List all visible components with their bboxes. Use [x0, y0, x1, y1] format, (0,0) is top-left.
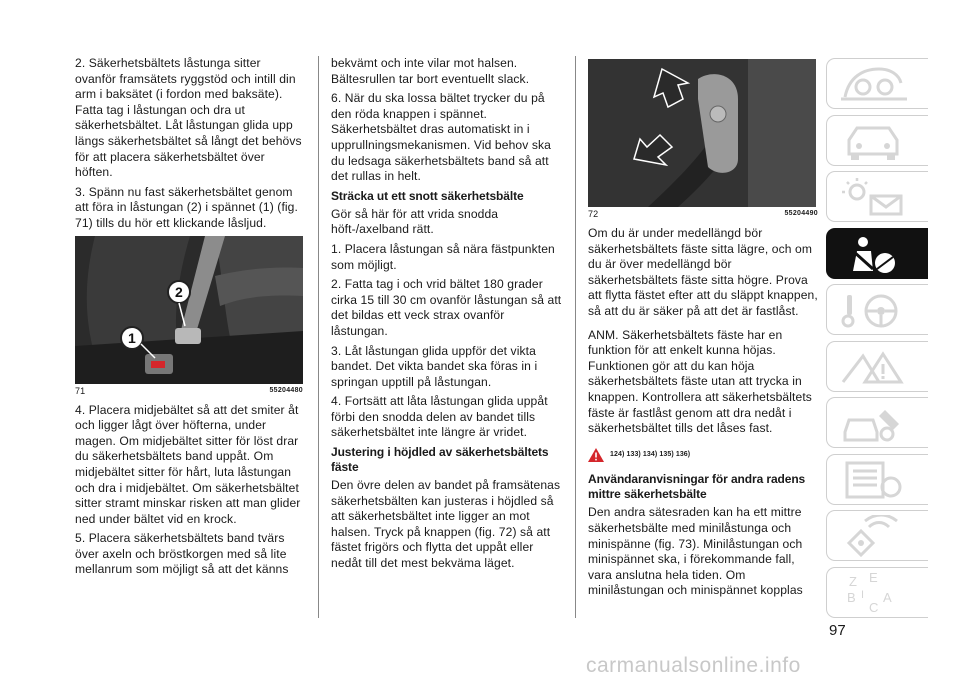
svg-text:A: A [883, 589, 892, 605]
warning-lights-icon [839, 176, 909, 218]
tab-dashboard[interactable] [826, 58, 928, 109]
steering-wheel-icon [839, 289, 909, 331]
tab-car[interactable] [826, 115, 928, 166]
paragraph: 3. Spänn nu fast säkerhetsbältet genom att föra in låstungan (2) i spännet (1) (fig. 71) tills du hör ett klickande låsljud. [75, 184, 298, 230]
warning-triangle-icon [588, 448, 604, 462]
figure-code: 55204480 [269, 386, 303, 394]
section-heading: Justering i höjdled av säkerhetsbältets fäste [331, 445, 549, 475]
column-1 [75, 56, 303, 582]
car-dashboard-icon [839, 63, 909, 105]
figure-number: 71 [75, 385, 86, 396]
column-divider [575, 56, 576, 618]
svg-text:B: B [847, 589, 856, 605]
seatbelt-anchor-illustration [588, 59, 816, 207]
svg-text:C: C [869, 599, 879, 614]
tab-starting-driving[interactable] [826, 284, 928, 335]
seatbelt-buckle-illustration [75, 236, 303, 384]
svg-text:I: I [861, 588, 865, 601]
column-divider [318, 56, 319, 618]
road-warning-icon [839, 346, 909, 388]
paragraph: 6. När du ska lossa bältet trycker du på den röda knappen i spännet. Säkerhetsbältet dras automatiskt in i upprullningsmekanismen. Vid behov ska du ledsaga säkerhetsbältets band så att det rullas in helt. [331, 91, 551, 184]
warning-refs-text: 124) 133) 134) 135) 136) [610, 450, 691, 458]
paragraph: 4. Fortsätt att låta låstungan glida uppåt förbi den snodda delen av bandet tills säkerhetsbältet inte längre är vridet. [331, 394, 548, 440]
column-3 [588, 56, 818, 603]
paragraph: 1. Placera låstungan så nära fästpunkten som möjligt. [331, 241, 555, 272]
paragraph: 3. Låt låstungan glida uppför det vikta bandet. Det vikta bandet ska föras in i springan upptill på låstungan. [331, 343, 538, 389]
tab-index[interactable] [826, 567, 928, 618]
tab-multimedia[interactable] [826, 510, 928, 561]
paragraph: ANM. Säkerhetsbältets fäste har en funktion för att enkelt kunna höjas. Funktionen gör att du kan höja säkerhetsbältets fäste utan att trycka in knappen. Kontrollera att säkerhetsbältets fäste är fastlåst genom att dra nedåt i säkerhetsbältet tills det låses fast. [588, 327, 812, 436]
warning-references [588, 447, 818, 463]
specifications-icon [839, 459, 909, 501]
paragraph: Gör så här för att vrida snodda höft-/axelband rätt. [331, 206, 499, 237]
chapter-tabs [826, 58, 930, 623]
paragraph: Den övre delen av bandet på framsätenas säkerhetsbälten kan justeras i höjdled så att säkerhetsbältet inte ligger an mot halsen. Tryck på knappen (fig. 72) så att fästet frigörs och flytta det uppåt eller nedåt till det mest bekväma läget. [331, 478, 561, 571]
figure-number: 72 [588, 209, 599, 219]
paragraph: 5. Placera säkerhetsbältets band tvärs över axeln och bröstkorgen med så lite mellanrum som möjligt så att det känns [75, 531, 289, 577]
figure-72-image [588, 59, 816, 207]
multimedia-icon [839, 515, 909, 557]
index-letters-icon [839, 572, 909, 614]
page-number: 97 [829, 622, 846, 639]
figure-caption [75, 385, 303, 397]
svg-text:E: E [869, 571, 878, 585]
tab-technical-data[interactable] [826, 454, 928, 505]
paragraph: 2. Fatta tag i och vrid bältet 180 grader cirka 15 till 30 cm ovanför låstungan så att det bildas ett veck strax ovanför låstungan. [331, 277, 562, 338]
car-front-icon [839, 120, 909, 162]
section-heading: Användaranvisningar för andra radens mittre säkerhetsbälte [588, 472, 806, 502]
tab-emergency[interactable] [826, 341, 928, 392]
paragraph: bekvämt och inte vilar mot halsen. Bältesrullen tar bort eventuellt slack. [331, 56, 530, 86]
column-2 [331, 56, 563, 576]
paragraph: 4. Placera midjebältet så att det smiter åt och ligger lågt över höfterna, under magen. Om midjebältet sitter för löst drar du säkerhetsbältets band uppåt. Om midjebältet sitter för hårt, luta låstungan och dra i midjebältet. Om säkerhetsbältet sitter stramt minskar risken att man glider ned under bältet vid en krock. [75, 402, 301, 526]
callout-2: 2 [175, 283, 183, 300]
figure-code: 55204490 [784, 210, 818, 217]
paragraph: Om du är under medellängd bör säkerhetsbältets fäste sitta lägre, och om du är över medellängd bör säkerhetsbältets fäste sitta högre. Prova att flytta fästet efter att du släppt knappen, så att du är säker på att det är fastlåst. [588, 226, 818, 318]
tab-safety[interactable] [826, 228, 928, 279]
callout-1: 1 [128, 329, 136, 346]
svg-text:Z: Z [849, 573, 857, 589]
tab-maintenance[interactable] [826, 397, 928, 448]
figure-71-image [75, 236, 303, 384]
car-service-icon [839, 402, 909, 444]
paragraph: 2. Säkerhetsbältets låstunga sitter ovanför framsätets ryggstöd och intill din arm i baksätet (i fordon med baksäte). Fatta tag i låstungan och dra ut säkerhetsbältet. Låt låstungan glida upp längs säkerhetsbältet så långt det behövs för att placera säkerhetsbältet över höften. [75, 56, 302, 180]
watermark: carmanualsonline.info [586, 654, 801, 677]
tab-warning-lights[interactable] [826, 171, 928, 222]
seatbelt-airbag-icon [839, 233, 909, 275]
section-heading: Sträcka ut ett snott säkerhetsbälte [331, 188, 524, 203]
paragraph: Den andra sätesraden kan ha ett mittre säkerhetsbälte med minilåstunga och minispänne (fig. 73). Minilåstungan och minispännet ska, i förekommande fall, vara anslutna hela tiden. Om minilåstungan och minispännet kopplas [588, 505, 803, 598]
figure-caption [588, 208, 818, 220]
